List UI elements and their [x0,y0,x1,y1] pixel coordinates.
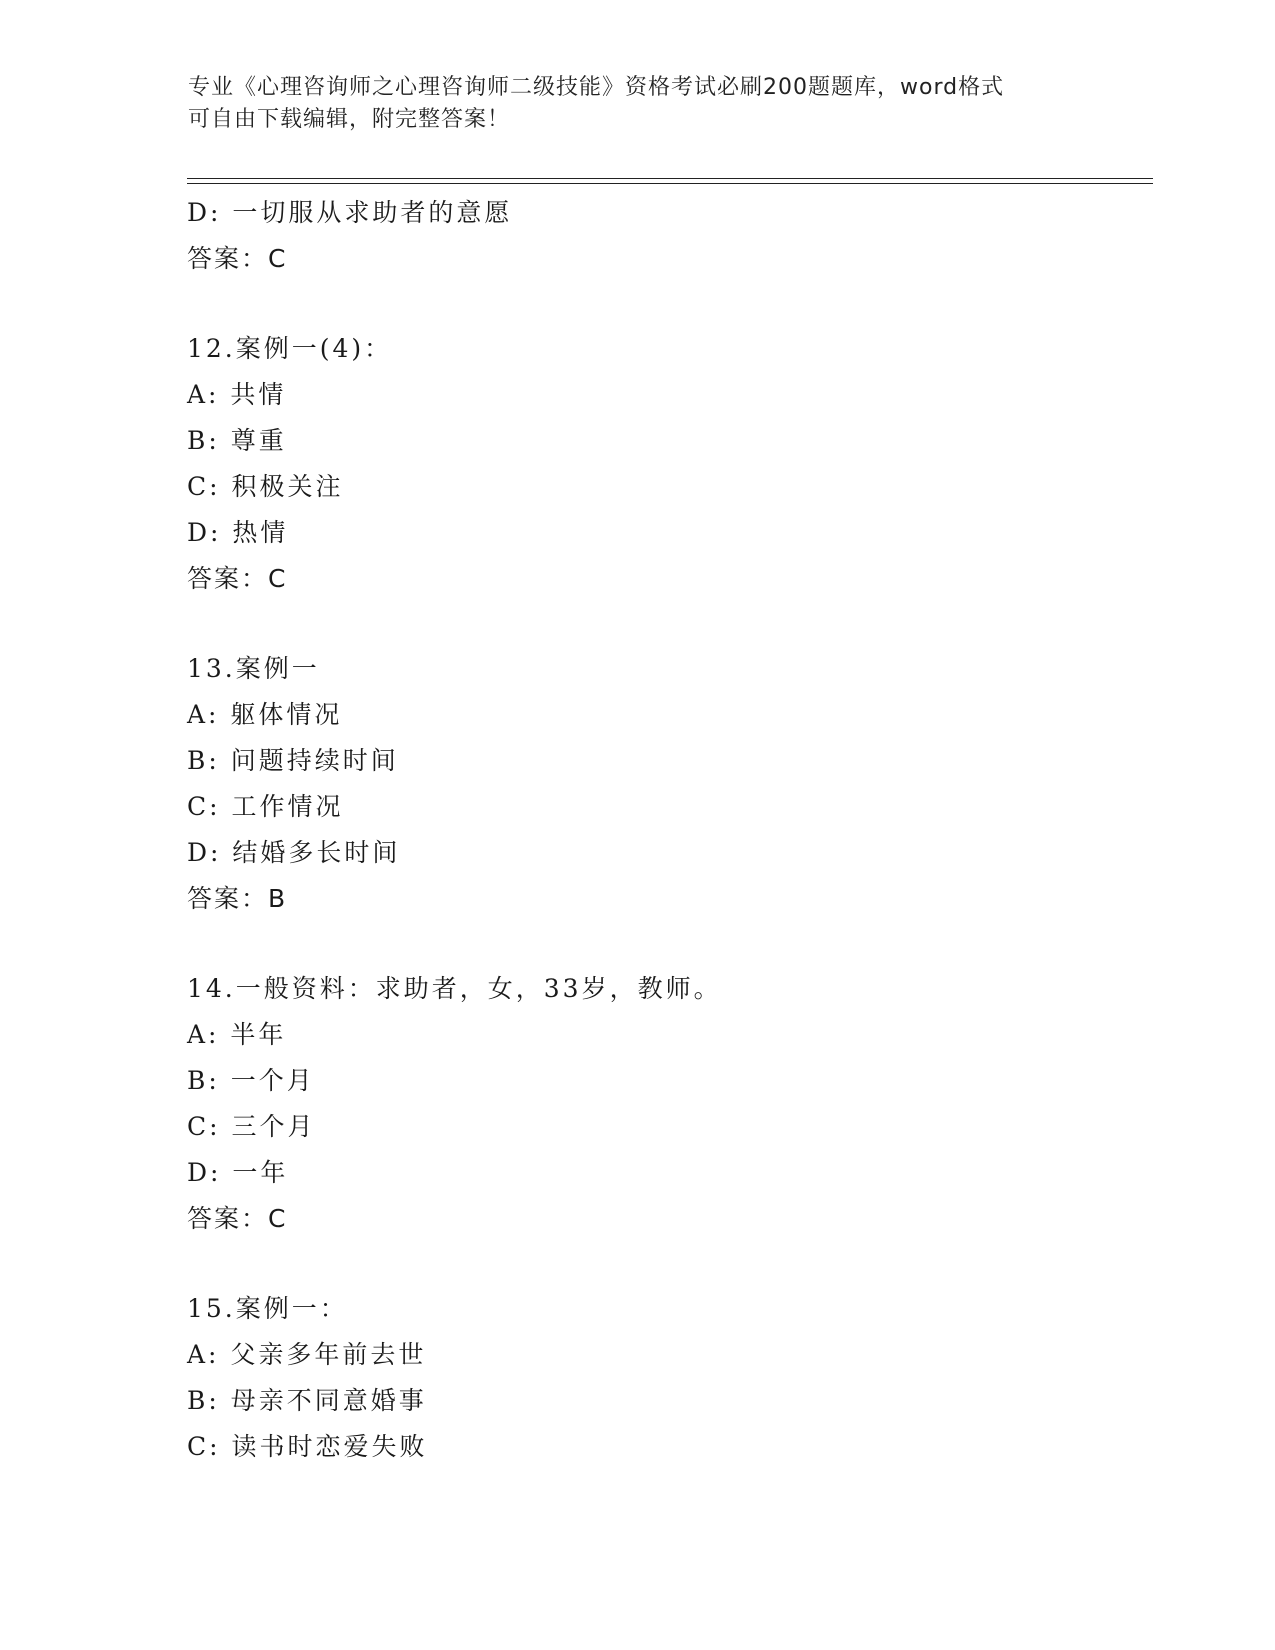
document-header [188,72,1088,136]
header-divider-bottom [187,183,1153,184]
block-spacer [187,282,1147,326]
answer-line: 答案：C [187,1204,288,1233]
answer-line: 答案：B [187,884,288,913]
block-spacer [187,922,1147,966]
option-line: C: 读书时恋爱失败 [187,1432,428,1461]
option-line: A: 共情 [187,380,287,409]
header-divider-top [187,178,1153,179]
header-line-1: 专业《心理咨询师之心理咨询师二级技能》资格考试必刷200题题库，word格式 [188,75,1005,100]
option-line: D: 一年 [187,1158,289,1187]
option-line: C: 工作情况 [187,792,344,821]
question-stem: 15.案例一： [187,1294,348,1323]
question-stem: 14.一般资料：求助者，女，33岁，教师。 [187,974,722,1003]
option-line: C: 三个月 [187,1112,316,1141]
option-line: B: 一个月 [187,1066,315,1095]
option-line: B: 问题持续时间 [187,746,399,775]
question-block [187,326,1147,602]
option-line: A: 半年 [187,1020,287,1049]
option-line: B: 母亲不同意婚事 [187,1386,427,1415]
header-line-2: 可自由下载编辑，附完整答案！ [188,107,511,132]
question-stem: 12.案例一(4)： [187,334,393,363]
question-block [187,1286,1147,1470]
option-line: D: 结婚多长时间 [187,838,401,867]
option-line: D: 热情 [187,518,289,547]
question-block [187,190,1147,282]
answer-line: 答案：C [187,244,288,273]
block-spacer [187,602,1147,646]
answer-line: 答案：C [187,564,288,593]
option-line: B: 尊重 [187,426,287,455]
question-block [187,966,1147,1242]
block-spacer [187,1242,1147,1286]
question-stem: 13.案例一 [187,654,320,683]
option-line: A: 躯体情况 [187,700,343,729]
option-line: D: 一切服从求助者的意愿 [187,198,513,227]
question-block [187,646,1147,922]
option-line: C: 积极关注 [187,472,344,501]
question-list [187,190,1147,1470]
option-line: A: 父亲多年前去世 [187,1340,427,1369]
